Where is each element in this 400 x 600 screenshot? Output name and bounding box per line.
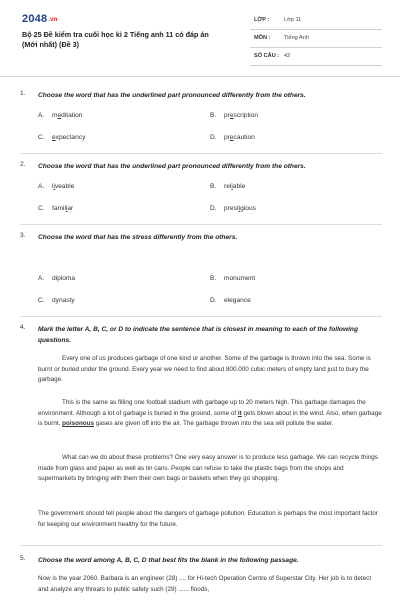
question-prompt: Mark the letter A, B, C, or D to indicate the sentence that is closest in meaning to each of the following questions. (38, 326, 358, 344)
option-d[interactable] (210, 297, 251, 304)
underlined-part: i (231, 183, 233, 190)
option-letter: D. (210, 134, 217, 141)
option-text: gious (240, 205, 256, 212)
option-letter: A. (38, 112, 45, 119)
option-text: famil (52, 205, 66, 212)
option-text: prest (224, 205, 239, 212)
meta-key: LỚP : (254, 17, 270, 23)
meta-key: SỐ CÂU : (254, 53, 280, 59)
underlined-part: i (238, 205, 241, 212)
underlined-part: i (53, 183, 55, 190)
question-2 (20, 161, 382, 221)
option-letter: C. (38, 297, 45, 304)
meta-table (250, 12, 382, 66)
question-number: 1. (20, 90, 26, 97)
header-divider (0, 76, 400, 77)
option-b[interactable] (210, 183, 245, 190)
option-text: elegance (224, 297, 251, 304)
option-a[interactable] (38, 275, 75, 282)
meta-row-class (250, 12, 382, 30)
question-divider (20, 224, 382, 225)
option-text: ditation (61, 112, 83, 119)
option-b[interactable] (210, 112, 258, 119)
meta-key: MÔN : (254, 35, 271, 41)
question-4 (20, 324, 382, 348)
option-text: able (232, 183, 246, 190)
option-letter: A. (38, 183, 45, 190)
underlined-part: i (65, 205, 68, 212)
underlined-part: e (229, 112, 234, 119)
document-header (0, 0, 400, 82)
option-text: pr (224, 112, 230, 119)
question-3 (20, 232, 382, 310)
option-text: veable (54, 183, 75, 190)
question-prompt: Choose the word that has the stress differently from the others. (38, 234, 238, 241)
option-letter: C. (38, 134, 45, 141)
paragraph-text: gases are given off into the air. The garbage thrown into the sea will pollute the water. (94, 420, 334, 428)
meta-value: Tiếng Anh (284, 35, 309, 41)
paragraph-text: This is the same as filling one football stadium with garbage up to 20 meters high. This garbage damages the environment. Although a lot of garbage is buried in the ground, some of (38, 399, 366, 417)
meta-row-count (250, 48, 382, 66)
option-letter: B. (210, 183, 217, 190)
passage-paragraph: The government should tell people about the dangers of garbage pollution. Education is perhaps the most important factor for keeping our environment healthy for the future. (38, 510, 378, 528)
option-text: m (52, 112, 58, 119)
option-d[interactable] (210, 205, 256, 212)
meta-row-subject (250, 30, 382, 48)
option-text: rel (224, 183, 232, 190)
question-prompt: Choose the word that has the underlined part pronounced differently from the others. (38, 92, 306, 99)
underlined-part: e (229, 134, 234, 141)
question-5 (20, 555, 382, 569)
document-title: Bộ 25 Đề kiểm tra cuối học kì 2 Tiếng anh 11 có đáp án (Mới nhất) (Đề 3) (22, 30, 209, 49)
option-c[interactable] (38, 205, 73, 212)
site-logo[interactable] (22, 13, 58, 25)
passage-paragraph: Every one of us produces garbage of one kind or another. Some of the garbage is thrown into the sea. Some is burnt or buried under the ground. Every year we need to find about 800.000 cubic meters of empty land just to bury the garbage. (38, 355, 371, 384)
question-number: 5. (20, 555, 26, 562)
option-text: scription (233, 112, 259, 119)
meta-value: 42 (284, 53, 291, 59)
question-number: 2. (20, 161, 26, 168)
option-letter: B. (210, 112, 217, 119)
option-text: caution (233, 134, 255, 141)
question-prompt: Choose the word among A, B, C, D that best fits the blank in the following passage. (38, 557, 299, 564)
underlined-part: e (52, 134, 56, 141)
question-number: 4. (20, 324, 26, 331)
underlined-part: e (57, 112, 62, 119)
option-text: pr (224, 134, 230, 141)
option-text: monument (224, 275, 256, 282)
question-divider (20, 545, 382, 546)
option-letter: A. (38, 275, 45, 282)
option-d[interactable] (210, 134, 255, 141)
question-divider (20, 316, 382, 317)
passage-paragraph: What can we do about these problems? One very easy answer is to produce less garbage. We can recycle things made from glass and paper as well as tin cans. People can refuse to take the plastic bags from the shops and supermarkets by bringing with them their own bags or baskets when they go shopping. (38, 454, 378, 483)
option-text: dynasty (52, 297, 75, 304)
option-letter: D. (210, 297, 217, 304)
question-divider (20, 153, 382, 154)
option-text: diploma (52, 275, 76, 282)
option-a[interactable] (38, 112, 82, 119)
option-b[interactable] (210, 275, 255, 282)
option-text: xpectancy (55, 134, 86, 141)
underlined-word: poisonous (62, 420, 94, 428)
passage-paragraph (38, 398, 382, 430)
underlined-word: it (237, 409, 242, 417)
question-1 (20, 90, 382, 150)
question-prompt: Choose the word that has the underlined part pronounced differently from the others. (38, 163, 306, 170)
option-letter: D. (210, 205, 217, 212)
option-c[interactable] (38, 297, 75, 304)
option-a[interactable] (38, 183, 74, 190)
option-c[interactable] (38, 134, 85, 141)
option-text: ar (67, 205, 74, 212)
logo-domain: .vn (48, 17, 58, 23)
option-letter: B. (210, 275, 217, 282)
question-number: 3. (20, 232, 26, 239)
passage-paragraph: Now is the year 2060. Barbara is an engineer (28) .... for Hi-tech Operation Centre of Superstar City. Her job is to detect and analyze any threats to public safety such (29) ...... floods, (38, 575, 372, 593)
logo-number: 2048 (22, 13, 48, 25)
option-text: l (52, 183, 54, 190)
paragraph-text: gets blown about in the wind. Also, when garbage is burnt, (38, 409, 382, 428)
meta-value: Lớp 11 (284, 17, 302, 23)
option-letter: C. (38, 205, 45, 212)
